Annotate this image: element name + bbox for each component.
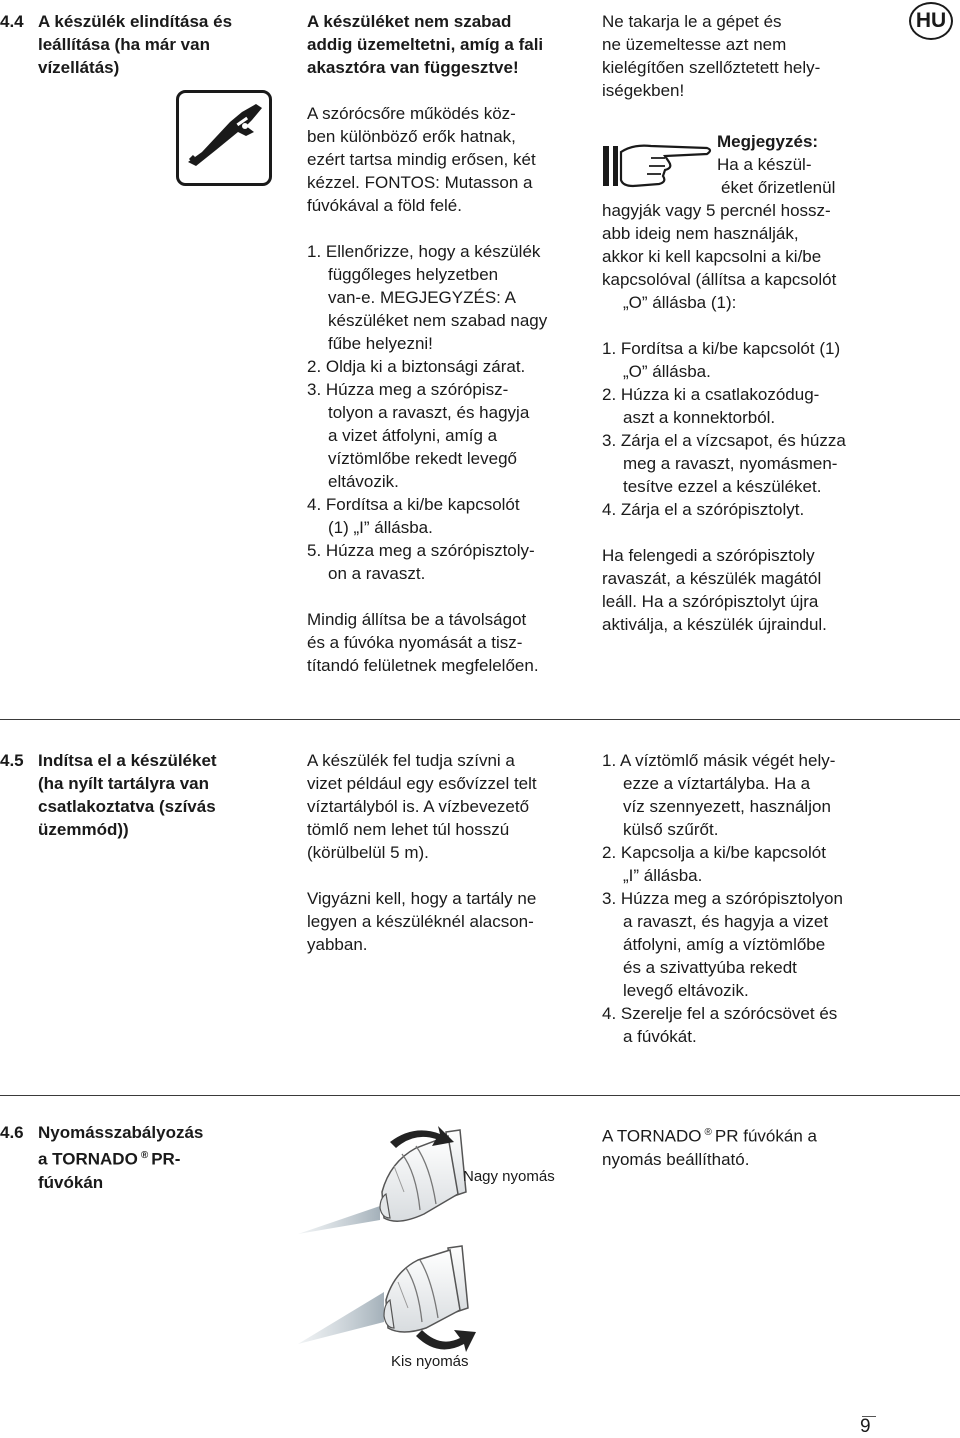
section-4-6-column-3 — [602, 1121, 902, 1171]
heading-line: Nyomásszabályozás — [38, 1123, 204, 1142]
pointing-hand-icon — [603, 138, 713, 190]
nozzle-description-line: A TORNADO ® PR fúvókán a — [602, 1126, 817, 1146]
section-number: 4.6 — [0, 1123, 24, 1142]
tank-warning-paragraph: Vigyázni kell, hogy a tartály ne legyen a készüléknél alacson- yabban. — [307, 889, 537, 954]
registered-mark: ® — [704, 1127, 712, 1138]
high-pressure-label: Nagy nyomás — [463, 1168, 555, 1185]
nozzle-description-line: nyomás beállítható. — [602, 1149, 750, 1169]
ventilation-warning: Ne takarja le a gépet és ne üzemeltesse azt nem kielégítően szellőztetett hely- iségekben! — [602, 12, 821, 100]
section-4-5-column-3 — [602, 749, 902, 1048]
list-item: 2. Húzza ki a csatlakozódug- aszt a konnektorból. — [602, 385, 820, 427]
note-body: hagyják vagy 5 percnél hossz- abb ideig nem használják, akkor ki kell kapcsolni a ki/be kapcsolóval (állítsa a kapcsolót „O” állásba (1): 1. Fordítsa a ki/be kapcsolót (1) „O” állásba. 2. Húzza ki a csatlakozódug- aszt a konnektorból. 3. Zárja el a vízcsapot, és húzza meg a ravaszt, nyomásmen- tesítve ezzel a készüléket. 4. Zárja el a szórópisztolyt. Ha felengedi a szórópisztoly ravaszát, a készülék magától leáll. Ha a szórópisztolyt újra aktiválja, a készülék újraindul. — [602, 199, 902, 636]
section-4-4-column-3 — [602, 10, 902, 102]
section-4-6-heading — [0, 1121, 290, 1194]
list-item: 1. Ellenőrizze, hogy a készülék függőleges helyzetben van-e. MEGJEGYZÉS: A készüléket nem szabad nagy fűbe helyezni! — [307, 242, 548, 353]
list-item: 1. Fordítsa a ki/be kapcsolót (1) „O” állásba. — [602, 339, 841, 381]
closing-paragraph: Mindig állítsa be a távolságot és a fúvóka nyomását a tisz- títandó felületnek megfelelően. — [307, 610, 539, 675]
heading-line: a TORNADO ® PR- — [38, 1149, 181, 1169]
low-pressure-label: Kis nyomás — [391, 1353, 469, 1370]
list-item: 4. Zárja el a szórópisztolyt. — [602, 500, 805, 519]
section-4-4-column-2 — [307, 10, 587, 677]
heading-line: Indítsa el a készüléket — [38, 751, 217, 770]
step-list — [602, 749, 902, 1048]
step-list — [307, 240, 587, 585]
section-number: 4.5 — [0, 751, 24, 770]
section-4-5-column-2 — [307, 749, 587, 956]
step-list — [602, 337, 902, 521]
list-item: 4. Fordítsa a ki/be kapcsolót (1) „I” állásba. — [307, 495, 520, 537]
list-item: 3. Zárja el a vízcsapot, és húzza meg a ravaszt, nyomásmen- tesítve ezzel a készüléket. — [602, 431, 846, 496]
spray-gun-icon — [176, 90, 272, 186]
page-number: 9 — [860, 1416, 871, 1437]
list-item: 5. Húzza meg a szórópisztoly- on a ravaszt. — [307, 541, 535, 583]
tornado-nozzle-illustration — [298, 1122, 588, 1382]
heading-line: leállítása (ha már van — [38, 35, 210, 54]
section-divider — [0, 1095, 960, 1096]
heading-line: A készülék elindítása és — [38, 12, 233, 31]
heading-line: fúvókán — [38, 1172, 104, 1192]
note-header: Megjegyzés: Ha a készül- éket őrizetlenül — [717, 130, 917, 199]
heading-line: üzemmód)) — [38, 820, 129, 839]
safety-paragraph: A szórócsőre működés köz- ben különböző erők hatnak, ezért tartsa mindig erősen, két kézzel. FONTOS: Mutasson a fúvókával a föld felé. — [307, 104, 536, 215]
list-item: 2. Kapcsolja a ki/be kapcsolót „I” állásba. — [602, 843, 826, 885]
language-badge: HU — [909, 2, 953, 40]
list-item: 2. Oldja ki a biztonsági zárat. — [307, 357, 526, 376]
section-4-5-heading — [0, 749, 290, 841]
section-number: 4.4 — [0, 12, 24, 31]
heading-line: csatlakoztatva (szívás — [38, 797, 216, 816]
registered-mark: ® — [140, 1150, 149, 1161]
closing-paragraph: Ha felengedi a szórópisztoly ravaszát, a készülék magától leáll. Ha a szórópisztolyt újra aktiválja, a készülék újraindul. — [602, 546, 827, 634]
heading-line: vízellátás) — [38, 58, 120, 77]
list-item: 1. A víztömlő másik végét hely- ezze a víztartályba. Ha a víz szennyezett, használjon külső szűrőt. — [602, 751, 836, 839]
list-item: 3. Húzza meg a szórópisz- tolyon a ravaszt, és hagyja a vizet átfolyni, amíg a víztömlőbe rekedt levegő eltávozik. — [307, 380, 530, 491]
warning-text: A készüléket nem szabad addig üzemeltetni, amíg a fali akasztóra van függesztve! — [307, 12, 544, 77]
heading-line: (ha nyílt tartályra van — [38, 774, 210, 793]
list-item: 3. Húzza meg a szórópisztolyon a ravaszt, és hagyja a vizet átfolyni, amíg a víztömlőbe és a szivattyúba rekedt levegő eltávozik. — [602, 889, 843, 1000]
list-item: 4. Szerelje fel a szórócsövet és a fúvókát. — [602, 1004, 838, 1046]
note-title: Megjegyzés: — [717, 132, 819, 151]
section-4-4-heading — [0, 10, 290, 79]
section-divider — [0, 719, 960, 720]
suction-paragraph: A készülék fel tudja szívni a vizet például egy esővízzel telt víztartályból is. A vízbevezető tömlő nem lehet túl hosszú (körülbelül 5 m). — [307, 751, 537, 862]
nozzle-low-pressure — [384, 1246, 468, 1332]
